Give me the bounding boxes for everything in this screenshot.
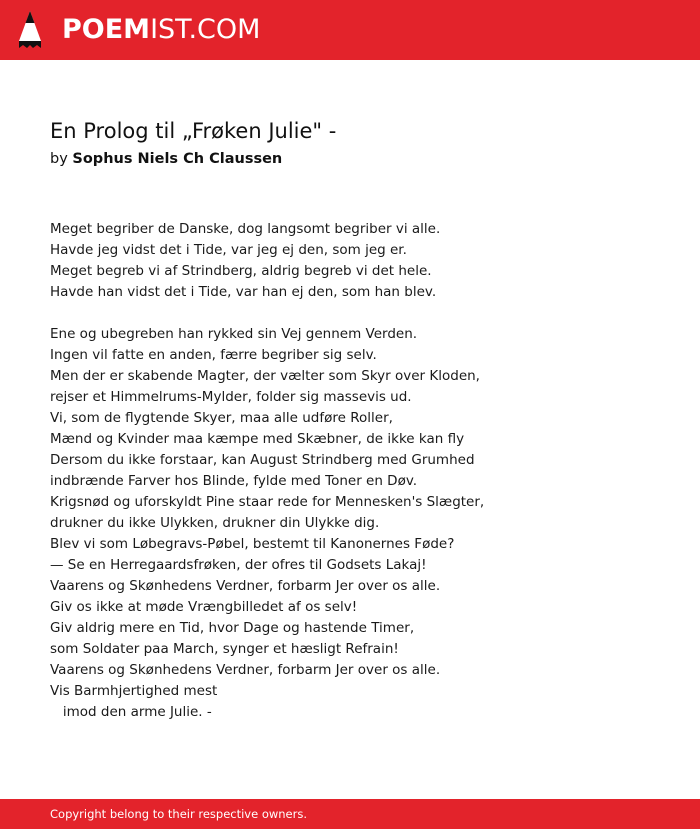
poem-line: Havde han vidst det i Tide, var han ej den, som han blev.	[50, 284, 437, 300]
poem-line: Vi, som de flygtende Skyer, maa alle udføre Roller,	[50, 410, 393, 426]
poem-line: Blev vi som Løbegravs-Pøbel, bestemt til Kanonernes Føde?	[50, 536, 455, 552]
logo-text-light: IST.COM	[150, 14, 261, 45]
logo-text-bold: POEM	[62, 14, 151, 45]
poem-line: indbrænde Farver hos Blinde, fylde med Toner en Døv.	[50, 473, 418, 489]
poem-line: imod den arme Julie. -	[50, 704, 212, 720]
poem-line: rejser et Himmelrums-Mylder, folder sig massevis ud.	[50, 389, 412, 405]
pencil-logo-icon[interactable]	[17, 10, 43, 50]
poem-line: Meget begreb vi af Strindberg, aldrig begreb vi det hele.	[50, 263, 432, 279]
poem-line: som Soldater paa March, synger et hæsligt Refrain!	[50, 641, 399, 657]
site-header	[0, 0, 700, 60]
poem-line: Vaarens og Skønhedens Verdner, forbarm Jer over os alle.	[50, 662, 441, 678]
poem-line: Vaarens og Skønhedens Verdner, forbarm Jer over os alle.	[50, 578, 441, 594]
poem-line: Vis Barmhjertighed mest	[50, 683, 218, 699]
copyright-text: Copyright belong to their respective owners.	[50, 807, 308, 821]
poem-line: Ene og ubegreben han rykked sin Vej gennem Verden.	[50, 326, 418, 342]
site-footer	[0, 799, 700, 829]
poem-title: En Prolog til „Frøken Julie" -	[50, 119, 337, 143]
by-label: by	[50, 151, 68, 167]
poem-author[interactable]: Sophus Niels Ch Claussen	[72, 151, 283, 167]
poem-byline	[50, 149, 282, 169]
poem-line: Giv os ikke at møde Vrængbilledet af os selv!	[50, 599, 358, 615]
poem-line: — Se en Herregaardsfrøken, der ofres til Godsets Lakaj!	[50, 557, 427, 573]
poem-line: Ingen vil fatte en anden, færre begriber sig selv.	[50, 347, 377, 363]
poem-line: Men der er skabende Magter, der vælter som Skyr over Kloden,	[50, 368, 480, 384]
poem-line: Havde jeg vidst det i Tide, var jeg ej den, som jeg er.	[50, 242, 407, 258]
site-logo[interactable]	[62, 12, 260, 48]
poem-body	[50, 219, 670, 723]
poem-line: Dersom du ikke forstaar, kan August Strindberg med Grumhed	[50, 452, 475, 468]
poem-line: Giv aldrig mere en Tid, hvor Dage og hastende Timer,	[50, 620, 415, 636]
stanza-break	[50, 303, 670, 324]
poem-line: Mænd og Kvinder maa kæmpe med Skæbner, de ikke kan fly	[50, 431, 465, 447]
poem-line: Meget begriber de Danske, dog langsomt begriber vi alle.	[50, 221, 441, 237]
poem-line: Krigsnød og uforskyldt Pine staar rede for Mennesken's Slægter,	[50, 494, 485, 510]
poem-line: drukner du ikke Ulykken, drukner din Ulykke dig.	[50, 515, 380, 531]
